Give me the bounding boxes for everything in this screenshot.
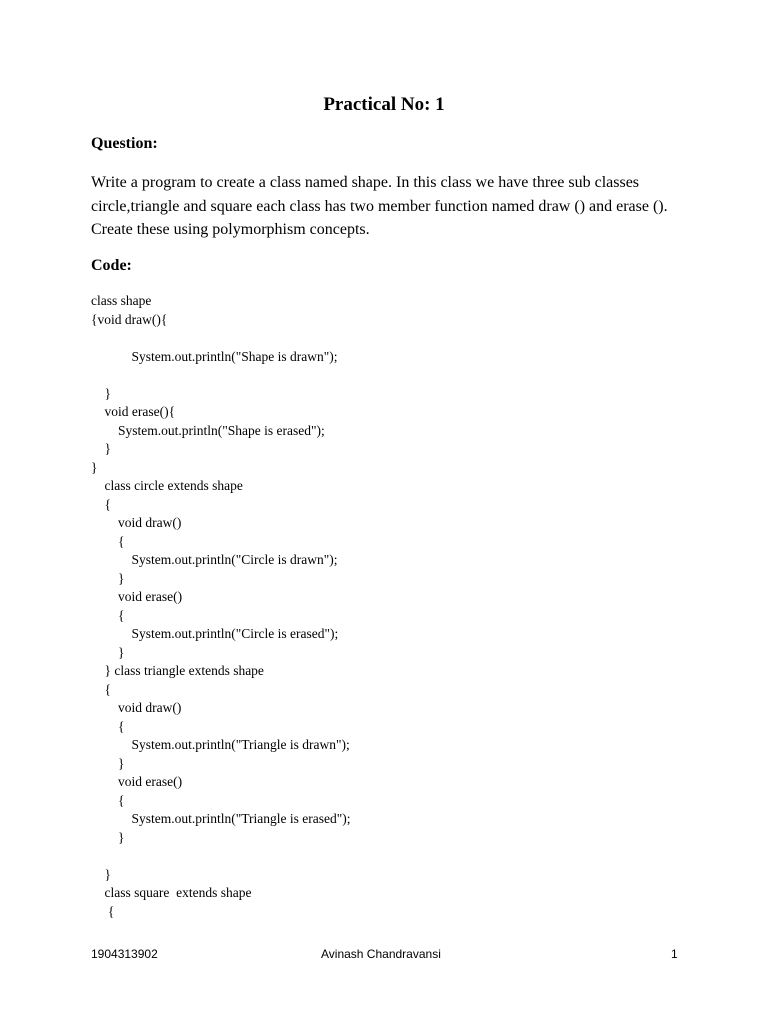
code-line: } — [91, 829, 125, 845]
code-line: System.out.println("Triangle is drawn"); — [91, 737, 350, 752]
code-heading: Code: — [91, 257, 132, 274]
code-line: { — [91, 792, 125, 808]
code-line: System.out.println("Shape is drawn"); — [91, 348, 338, 364]
code-line: } — [91, 755, 125, 771]
code-line: } class triangle extends shape — [91, 663, 264, 678]
code-line: } — [91, 866, 111, 882]
code-line: { — [91, 903, 115, 919]
code-line: class shape — [91, 293, 152, 308]
code-line: } — [91, 644, 125, 660]
code-line: void erase() — [91, 589, 183, 604]
code-line: System.out.println("Circle is drawn"); — [91, 552, 338, 567]
code-line: } — [91, 459, 98, 475]
code-line: { — [91, 607, 125, 623]
footer-page-number: 1 — [671, 947, 678, 961]
code-line: } — [91, 570, 125, 586]
code-line: void draw() — [91, 515, 182, 530]
code-line: } — [91, 441, 111, 456]
code-line: { — [91, 496, 111, 512]
code-line: void erase() — [91, 774, 183, 789]
code-line: { — [91, 681, 111, 697]
code-line: } — [91, 385, 111, 401]
code-line: System.out.println("Circle is erased"); — [91, 626, 339, 641]
code-line: {void draw(){ — [91, 311, 168, 327]
code-line: void erase(){ — [91, 404, 176, 419]
code-line: { — [91, 718, 125, 734]
footer-author-name: Avinash Chandravansi — [321, 947, 441, 961]
question-heading: Question: — [91, 135, 158, 152]
code-line: { — [91, 533, 125, 549]
code-line: class square extends shape — [91, 885, 252, 900]
page-title: Practical No: 1 — [323, 94, 445, 115]
question-text: Write a program to create a class named shape. In this class we have three sub classes circle,triangle and square each class has two member function named draw () and erase (). Create these using polymorphism concepts. — [91, 174, 668, 238]
code-line: class circle extends shape — [91, 478, 243, 493]
code-line: void draw() — [91, 700, 182, 715]
code-line: System.out.println("Triangle is erased"); — [91, 811, 351, 826]
code-line: System.out.println("Shape is erased"); — [91, 422, 325, 438]
footer-student-id: 1904313902 — [91, 947, 158, 961]
